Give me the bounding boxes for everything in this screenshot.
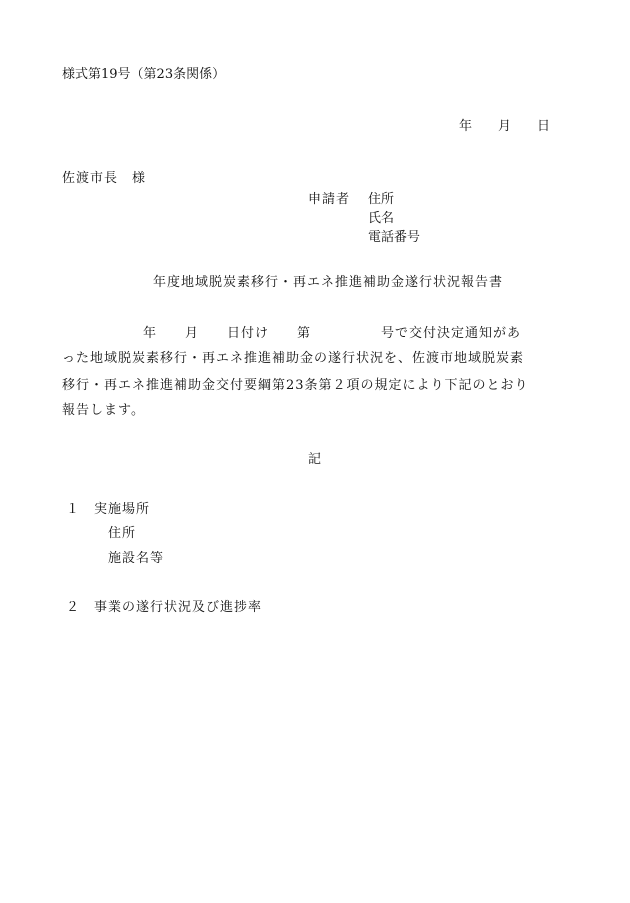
item-number: １	[66, 502, 80, 517]
body-line: 年 月 日付け 第 号で交付決定通知があ	[143, 326, 522, 341]
date-line: 年 月 日	[459, 119, 551, 134]
subitem-facility-name: 施設名等	[108, 551, 165, 566]
item-label: 実施場所	[94, 502, 151, 517]
item-label: 事業の遂行状況及び進捗率	[94, 600, 263, 615]
item-number: ２	[66, 600, 80, 615]
form-number: 様式第19号（第23条関係）	[62, 67, 226, 82]
applicant-name-label: 氏名	[368, 211, 395, 226]
body-line: った地域脱炭素移行・再エネ推進補助金の遂行状況を、佐渡市地域脱炭素	[62, 351, 525, 366]
subitem-address: 住所	[108, 526, 137, 541]
applicant-address-label: 住所	[368, 192, 395, 207]
body-line: 報告します。	[62, 403, 145, 418]
document-title: 年度地域脱炭素移行・再エネ推進補助金遂行状況報告書	[153, 275, 504, 290]
ki-heading: 記	[308, 452, 322, 467]
addressee: 佐渡市長 様	[62, 171, 147, 186]
applicant-phone-label: 電話番号	[368, 230, 421, 245]
body-line: 移行・再エネ推進補助金交付要綱第23条第２項の規定により下記のとおり	[62, 378, 529, 393]
applicant-label: 申請者	[308, 192, 351, 207]
